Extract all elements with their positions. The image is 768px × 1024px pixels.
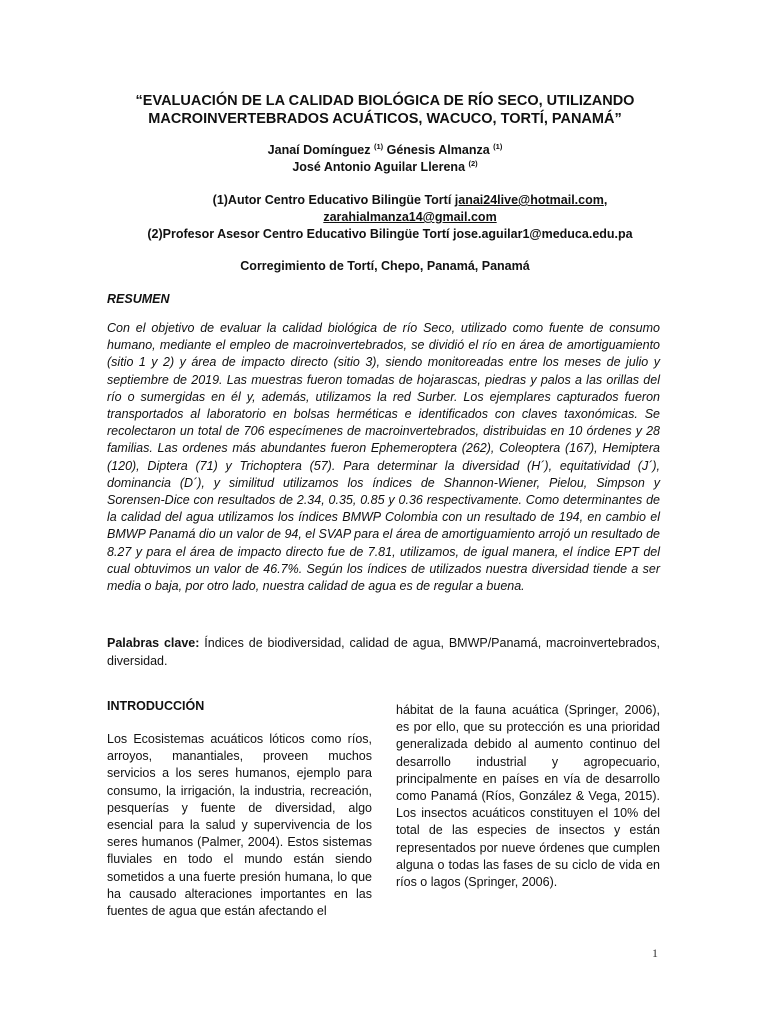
affiliation-2: (2)Profesor Asesor Centro Educativo Bilingüe Tortí jose.aguilar1@meduca.edu.pa [147, 227, 633, 241]
author-name: Janaí Domínguez [267, 143, 371, 157]
email-link[interactable]: zarahialmanza14@gmail.com [323, 210, 497, 224]
intro-paragraph-left: Los Ecosistemas acuáticos lóticos como ríos, arroyos, manantiales, proveen muchos servicios a los seres humanos, ejemplo para consumo, la irrigación, la industria, recreación, pesquerías y fuente de diversidad, algo esencial para la salud y supervivencia de los seres humanos (Palmer, 2004). Estos sistemas fluviales en todo el mundo están siendo sometidos a una fuerte presión humana, lo que ha causado alteraciones importantes en las fuentes de agua que están afectando el [107, 732, 372, 919]
page-number: 1 [652, 946, 658, 960]
author-affiliation-ref: (1) [373, 141, 384, 151]
author-list [90, 142, 680, 176]
author-name: José Antonio Aguilar Llerena [292, 160, 466, 174]
left-column [107, 699, 372, 920]
author-name: Génesis Almanza [386, 143, 490, 157]
resumen-heading: RESUMEN [107, 292, 170, 306]
author-affiliation-ref: (1) [493, 141, 503, 151]
location-line: Corregimiento de Tortí, Chepo, Panamá, Panamá [240, 259, 530, 273]
section-heading-introduccion: INTRODUCCIÓN [107, 699, 205, 713]
paper-title: “EVALUACIÓN DE LA CALIDAD BIOLÓGICA DE RÍO SECO, UTILIZANDO MACROINVERTEBRADOS ACUÁTICOS, WACUCO, TORTÍ, PANAMÁ” [135, 93, 635, 127]
keywords-text: Índices de biodiversidad, calidad de agua, BMWP/Panamá, macroinvertebrados, diversidad. [107, 636, 660, 668]
abstract-text: Con el objetivo de evaluar la calidad biológica de río Seco, utilizado como fuente de consumo humano, mediante el empleo de macroinvertebrados, se dividió el río en área de amortiguamiento (sitio 1 y 2) y área de impacto directo (sitio 3), siendo monitoreadas entre los meses de julio y septiembre de 2019. Las muestras fueron tomadas de hojarascas, piedras y palos a las orillas del río o sumergidas en él y, además, utilizamos la red Surber. Los ejemplares capturados fueron transportados al laboratorio en bolsas herméticas e identificados con claves taxonómicas. Se recolectaron un total de 706 especímenes de macroinvertebrados, distribuidas en 10 órdenes y 28 familias. Las ordenes más abundantes fueron Ephemeroptera (262), Coleoptera (167), Hemiptera (120), Diptera (71) y Trichoptera (57). Para determinar la diversidad (H´), equitatividad (J´), dominancia (D´), y similitud utilizamos los índices de Shannon-Wiener, Pielou, Simpson y Sorensen-Dice con resultados de 2.34, 0.35, 0.85 y 0.36 respectivamente. Como determinantes de la calidad del agua utilizamos los índices BMWP Colombia con un resultado de 194, en cambio el BMWP Panamá dio un valor de 94, el SVAP para el área de amortiguamiento arrojó un resultado de 8.27 y para el área de impacto directo fue de 7.81, utilizamos, de igual manera, el índice EPT del cual obtuvimos un valor de 46.7%. Según los índices de utilizados nuestra diversidad tiende a ser media o baja, por otro lado, nuestra calidad de agua es de regular a buena. [107, 321, 660, 594]
right-column [396, 702, 660, 891]
separator: , [603, 193, 608, 207]
affiliation-text: (1)Autor Centro Educativo Bilingüe Tortí [212, 193, 452, 207]
keywords-paragraph [107, 634, 660, 670]
author-affiliation-ref: (2) [468, 158, 478, 168]
intro-paragraph-right: hábitat de la fauna acuática (Springer, 2006), es por ello, que su protección es una prioridad generalizada debido al aumento continuo del desarrollo industrial y agropecuario, principalmente en países en vía de desarrollo como Panamá (Ríos, González & Vega, 2015). Los insectos acuáticos constituyen el 10% del total de las especies de insectos y están representados por nueve órdenes que cumplen alguna o todas las fases de su ciclo de vida en ríos o lagos (Springer, 2006). [396, 703, 660, 890]
keywords-label: Palabras clave [107, 636, 196, 650]
email-link[interactable]: janai24live@hotmail.com [454, 193, 604, 207]
affiliation-1 [140, 192, 680, 226]
keywords-colon: : [195, 636, 200, 650]
